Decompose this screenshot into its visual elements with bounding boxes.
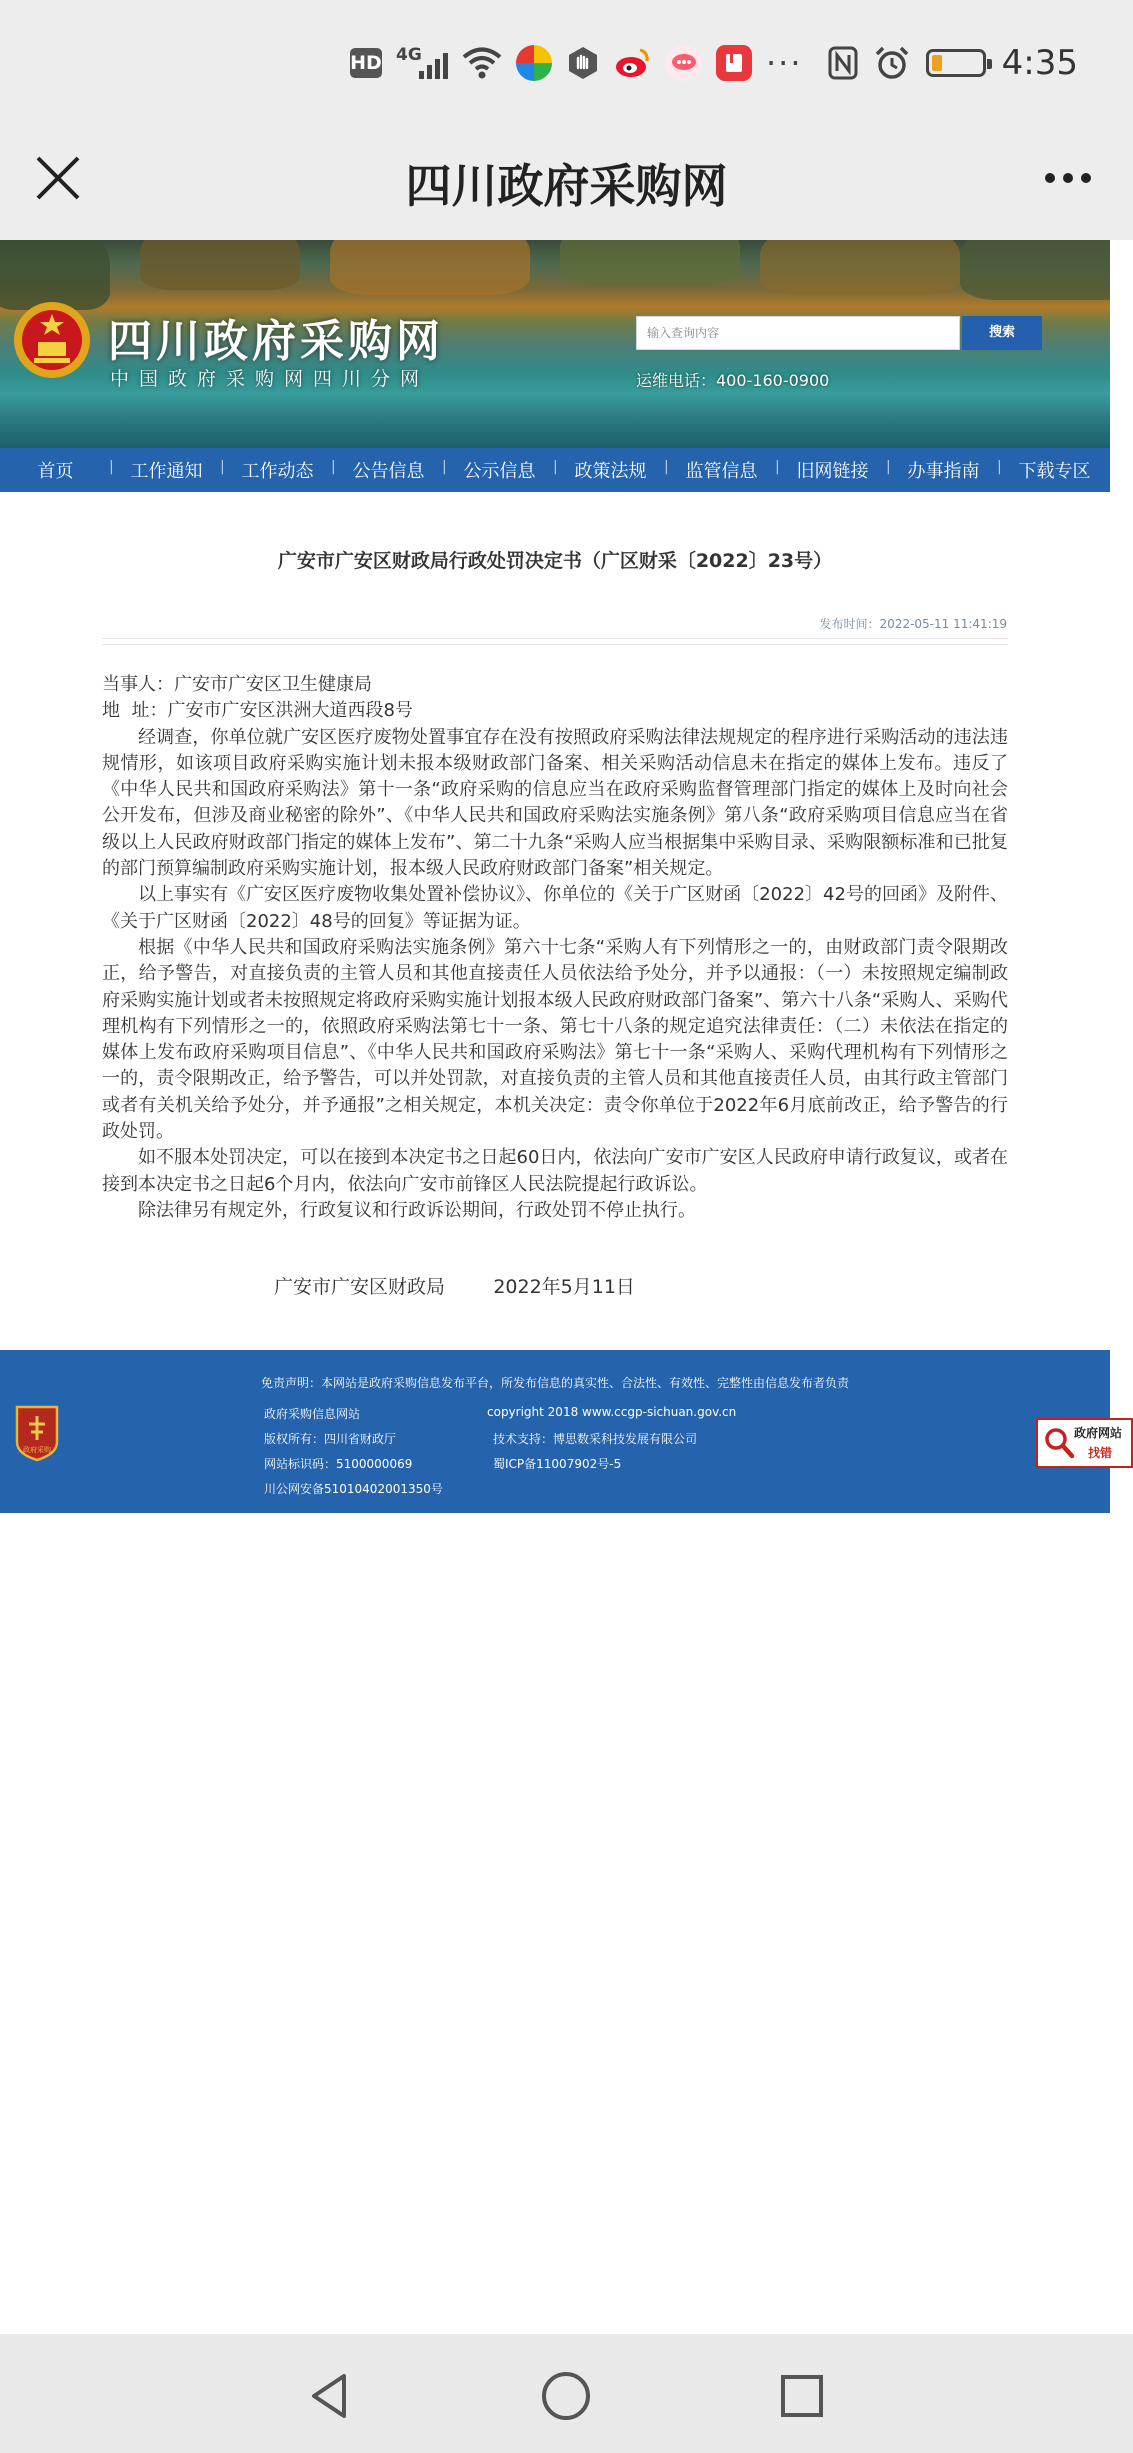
back-triangle-icon[interactable] [302, 2368, 358, 2424]
article-paragraph: 除法律另有规定外，行政复议和行政诉讼期间，行政处罚不停止执行。 [138, 1199, 696, 1221]
nfc-icon [828, 46, 858, 80]
nav-supervision[interactable]: | 监管信息 [666, 457, 777, 483]
report-label-1: 政府网站 [1074, 1426, 1123, 1440]
status-bar-right-icons [828, 38, 1078, 88]
app-bar [0, 130, 1133, 240]
national-emblem-icon [12, 300, 92, 380]
footer-tech-support: 技术支持：博思数采科技发展有限公司 [493, 1432, 698, 1446]
signal-icon [396, 45, 448, 81]
network-type-label: 4G [396, 45, 422, 65]
nav-policies[interactable]: | 政策法规 [555, 457, 666, 483]
status-time: 4:35 [1001, 43, 1078, 83]
publish-time: 发布时间：2022-05-11 11:41:19 [819, 617, 1007, 631]
status-bar-left-icons [350, 38, 803, 88]
article-body [102, 672, 1008, 1224]
nav-work-news[interactable]: | 工作动态 [222, 457, 333, 483]
search-button[interactable]: 搜索 [962, 316, 1042, 350]
report-label-2: 找错 [1088, 1446, 1113, 1460]
divider [102, 644, 1008, 645]
report-error-button[interactable] [1036, 1418, 1133, 1468]
footer-logo-text: 政府采购 [23, 1446, 51, 1454]
system-nav-bar [0, 2334, 1133, 2453]
weibo-icon [614, 46, 652, 80]
article-paragraph: 以上事实有《广安区医疗废物收集处置补偿协议》、你单位的《关于广区财函〔2022〕42号的回函》及附件、《关于广区财函〔2022〕48号的回复》等证据为证。 [102, 884, 1008, 932]
signature-line: 广安市广安区财政局 2022年5月11日 [274, 1276, 635, 1298]
chat-app-icon [666, 45, 702, 81]
article-paragraph: 如不服本处罚决定，可以在接到本决定书之日起60日内，依法向广安市广安区人民政府申请行政复议，或者在接到本决定书之日起6个月内，依法向广安市前锋区人民法院提起行政诉讼。 [102, 1147, 1008, 1195]
nav-downloads[interactable]: | 下载专区 [999, 457, 1110, 483]
site-banner [0, 240, 1110, 448]
more-options-icon[interactable] [1033, 150, 1103, 206]
status-bar [0, 0, 1133, 130]
recents-square-icon[interactable] [774, 2368, 830, 2424]
article-title: 广安市广安区财政局行政处罚决定书（广区财采〔2022〕23号） [277, 550, 833, 572]
article-paragraph: 经调查，你单位就广安区医疗废物处置事宜存在没有按照政府采购法律法规规定的程序进行采购活动的违法违规情形，如该项目政府采购实施计划未报本级财政部门备案、相关采购活动信息未在指定的媒体上发布。违反了《中华人民共和国政府采购法》第十一条“政府采购的信息应当在政府采购监督管理部门指定的媒体上及时向社会公开发布，但涉及商业秘密的除外”、《中华人民共和国政府采购法实施条例》第八条“政府采购项目信息应当在省级以上人民政府财政部门指定的媒体上发布”、第二十九条“采购人应当根据集中采购目录、采购限额标准和已批复的部门预算编制政府采购实施计划，报本级人民政府财政部门备案”相关规定。 [102, 726, 1008, 880]
main-nav [0, 448, 1110, 492]
party-line: 当事人：广安市广安区卫生健康局 [102, 674, 372, 695]
magnifier-icon [1043, 1426, 1075, 1460]
nav-work-notices[interactable]: | 工作通知 [111, 457, 222, 483]
footer-copyright-owner: 版权所有：四川省财政厅 [264, 1432, 397, 1446]
nav-home[interactable]: 首页 [37, 461, 74, 482]
wifi-icon [462, 46, 502, 80]
article-paragraph: 根据《中华人民共和国政府采购法实施条例》第六十七条“采购人有下列情形之一的，由财政部门责令限期改正，给予警告，对直接负责的主管人员和其他直接责任人员依法给予处分，并予以通报：（一）未按照规定编制政府采购实施计划或者未按照规定将政府采购实施计划报本级人民政府财政部门备案”、第六十八条“采购人、采购代理机构有下列情形之一的，依照政府采购法第七十一条、第七十八条的规定追究法律责任：（二）未依法在指定的媒体上发布政府采购项目信息”、《中华人民共和国政府采购法》第七十一条“采购人、采购代理机构有下列情形之一的，责令限期改正，给予警告，可以并处罚款，对直接负责的主管人员和其他直接责任人员，由其行政主管部门或者有关机关给予处分，并予通报”之相关规定，本机关决定：责令你单位于2022年6月底前改正，给予警告的行政处罚。 [102, 936, 1008, 1143]
address-line: 地 址：广安市广安区洪洲大道西段8号 [102, 700, 413, 722]
support-hotline: 运维电话：400-160-0900 [636, 371, 830, 390]
footer-police-record[interactable]: 川公网安备51010402001350号 [264, 1482, 443, 1496]
site-subtitle: 中国政府采购网四川分网 [110, 368, 430, 390]
footer-site-label: 政府采购信息网站 [264, 1407, 361, 1421]
footer-copyright: copyright 2018 www.ccgp-sichuan.gov.cn [487, 1405, 737, 1419]
alarm-icon [874, 45, 910, 81]
nav-public-notices[interactable]: | 公示信息 [444, 457, 555, 483]
site-footer [0, 1350, 1113, 1513]
nav-guide[interactable]: | 办事指南 [888, 457, 999, 483]
home-circle-icon[interactable] [538, 2368, 594, 2424]
page-title: 四川政府采购网 [405, 159, 728, 213]
hd-icon: HD [350, 48, 382, 78]
footer-logo-icon [14, 1404, 60, 1462]
search-input[interactable]: 输入查询内容 [636, 316, 960, 350]
footer-icp[interactable]: 蜀ICP备11007902号-5 [493, 1457, 622, 1471]
more-notifications-icon: ··· [766, 44, 803, 82]
red-app-icon [716, 45, 752, 81]
nav-old-site-links[interactable]: | 旧网链接 [777, 457, 888, 483]
app-icon [516, 45, 552, 81]
hand-icon [566, 46, 600, 80]
site-name: 四川政府采购网 [108, 316, 444, 367]
nav-announcements[interactable]: | 公告信息 [333, 457, 444, 483]
divider [102, 638, 1008, 639]
battery-icon [926, 49, 986, 77]
disclaimer: 免责声明：本网站是政府采购信息发布平台，所发布信息的真实性、合法性、有效性、完整性由信息发布者负责 [260, 1376, 849, 1390]
footer-site-id: 网站标识码：5100000069 [264, 1457, 413, 1471]
